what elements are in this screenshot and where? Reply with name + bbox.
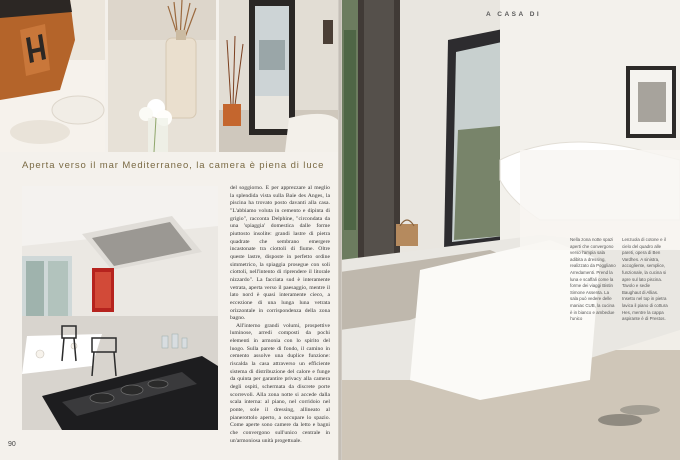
blanket-photo bbox=[0, 0, 105, 152]
photo-caption-left: Nella zona notte spazi aperti che convergono verso l'ampia sala adibita a dressing, realizzato da Poggliano Arredamenti. Prend la luna e scaffali come la forme dei viaggi Bistin Simone Assenta. La sala può vedere delle maniac CUB, la cucina è in bianco e ambedue l'unico bbox=[570, 237, 616, 322]
page-number: 90 bbox=[8, 441, 16, 448]
page-gutter bbox=[338, 0, 342, 460]
mirror-photo bbox=[219, 0, 340, 152]
headline: Aperta verso il mar Mediterraneo, la camera è piena di luce bbox=[22, 160, 325, 171]
right-page bbox=[340, 0, 680, 460]
paragraph: del soggiorno. E per apprezzare al meglio la splendida vista sulla Baie des Anges, la piscina ha trovato posto davanti alla casa. "L'abbiamo voluta in cemento e dipinta di grigio", racconta Delphine, "circondata da una 'spiaggia' domestica dalle forme piuttosto insolite: grandi lastre di pietra quadrate che sembrano emergere incastonate tra ciottoli di fiume. Oltre queste lastre, disposte in perfetto ordine simmetrico, la spiaggia prosegue con soli ciottoli, nell'intento di riprendere il litorale nizzardo". La facciata sud è interamente vetrata, aperta verso il paesaggio, mentre il lato nord è quasi interamente cieco, a eccezione di una lunga luna vetrata orizzontale in corrispondenza della zona bagno. bbox=[230, 185, 330, 322]
running-head: A CASA DI bbox=[486, 11, 542, 18]
bedroom-photo bbox=[340, 0, 680, 460]
photo-caption-right: Lenzuola di cotone e il cielo del quadro alle pareti, opera di Ben Vardhes. A sinistra, accogliente, semplice, funzionale, la cucina si apre sul lato piscina. Tavolo e sedie Baughaut di Allias. Insetto nel top in pietra lavica il piano di cottura Hes, mentre la cappa aspirante è di Prestos. bbox=[622, 237, 668, 322]
paragraph: All'interno grandi volumi, prospettive luminose, arredi composti da pochi elementi in armonia con lo spirito del luogo. Sulla parete di fondo, il camino in cemento assolve una duplice funzione: riscalda la casa attraverso un efficiente sistema di distribuzione del calore e funge da quinta per garantire privacy alla camera degli ospiti, schermata da discrete porte scorrevoli. Alla zona notte si accede dalla scala interna: al piano, nel corridoio nel ponte, sole il dressing, allineato al pianerottolo aperto, a occupare lo spazio. Come aperte sono camere da letto e bagni che convergono sull'unico centrale in un'armoniosa unità progettuale. bbox=[230, 322, 330, 444]
diffuser-photo bbox=[108, 0, 216, 152]
kitchen-photo bbox=[22, 186, 218, 430]
article-body bbox=[230, 185, 330, 445]
